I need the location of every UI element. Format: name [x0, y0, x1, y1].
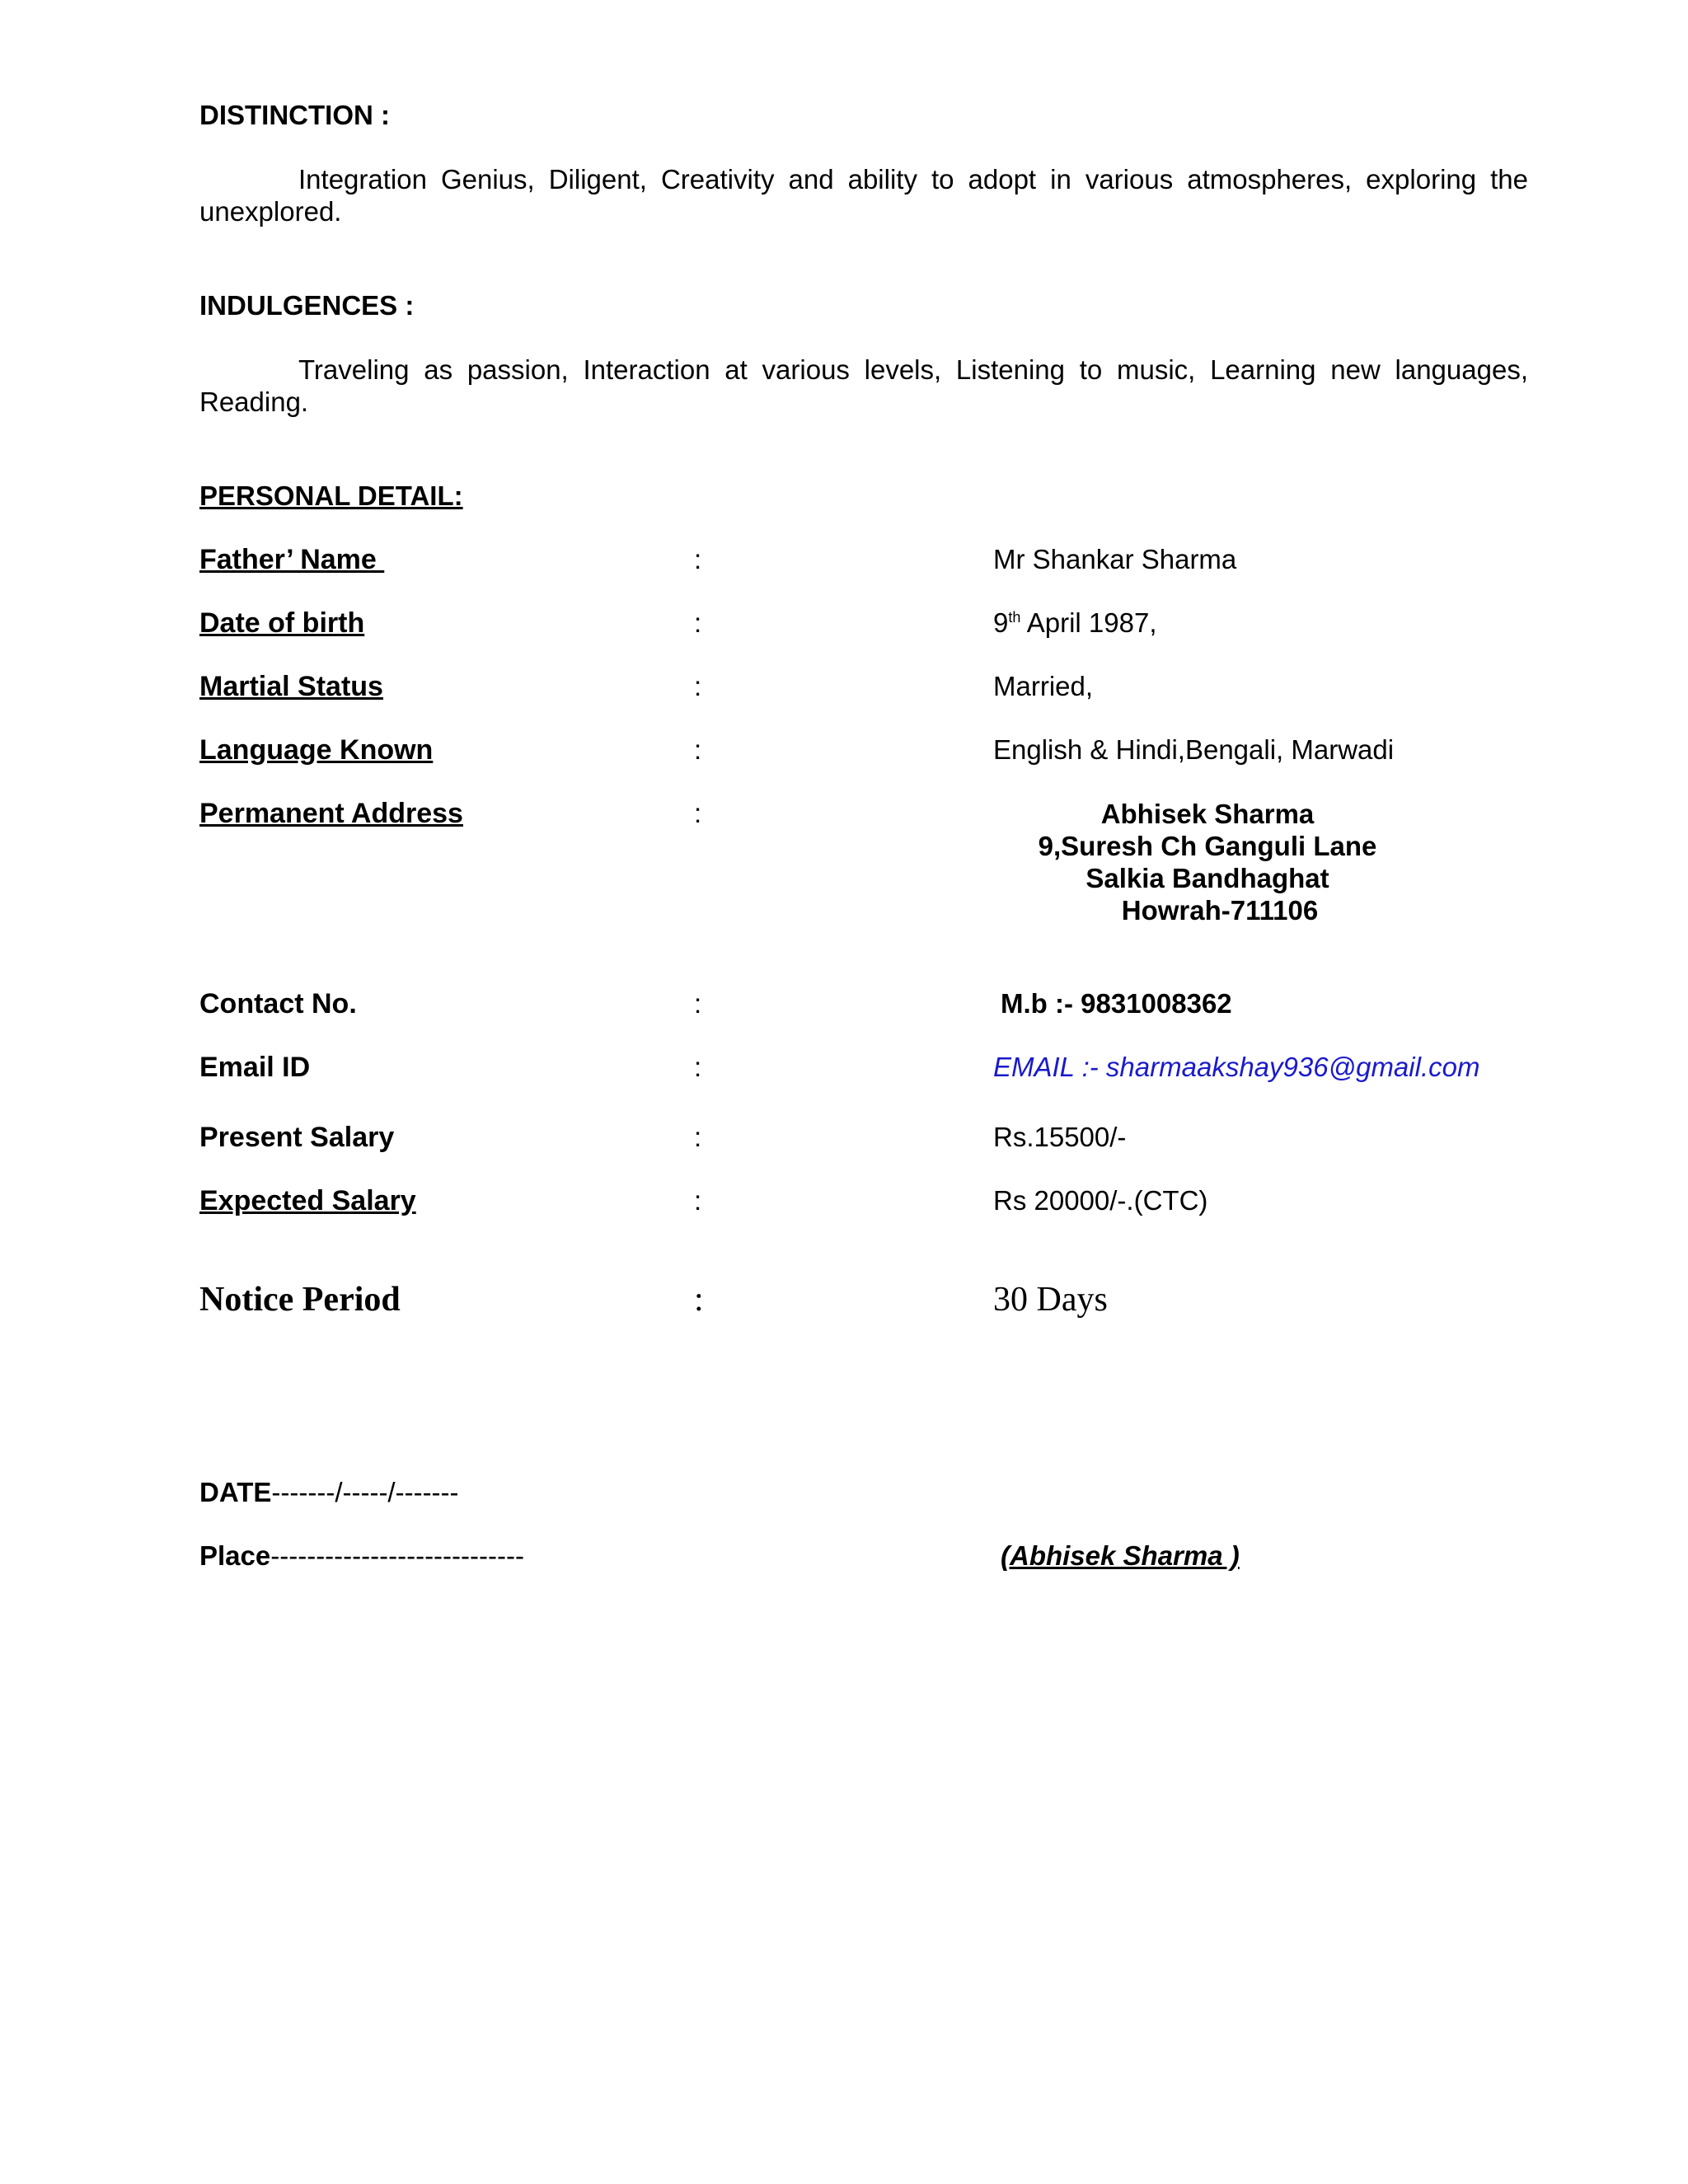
father-name-value: Mr Shankar Sharma — [993, 544, 1237, 574]
contact-no-label: Contact No. — [199, 988, 357, 1019]
expected-salary-colon: : — [694, 1185, 702, 1216]
notice-period-colon: : — [694, 1281, 704, 1319]
distinction-text: Integration Genius, Diligent, Creativity and ability to adopt in various atmospheres, exploring the unexplored. — [199, 164, 1528, 227]
dob-day: 9 — [993, 607, 1009, 638]
language-known-colon: : — [694, 734, 702, 765]
present-salary-label: Present Salary — [199, 1122, 395, 1153]
expected-salary-label: Expected Salary — [199, 1185, 416, 1216]
dob-suffix: th — [1008, 609, 1021, 626]
present-salary-value: Rs.15500/- — [993, 1122, 1127, 1152]
dob-value — [993, 607, 1157, 639]
email-link[interactable]: EMAIL :- sharmaakshay936@gmail.com — [993, 1052, 1480, 1082]
present-salary-colon: : — [694, 1122, 702, 1152]
address-line-name: Abhisek Sharma — [1100, 799, 1315, 829]
language-known-value: English & Hindi,Bengali, Marwadi — [993, 734, 1395, 765]
address-line-city: Howrah-711106 — [1121, 895, 1319, 926]
address-line-street: 9,Suresh Ch Ganguli Lane — [1038, 831, 1377, 861]
marital-status-value: Married, — [993, 671, 1094, 701]
indulgences-text: Traveling as passion, Interaction at various levels, Listening to music, Learning new languages, Reading. — [199, 354, 1528, 417]
date-line — [199, 1477, 459, 1508]
contact-no-value: M.b :- 9831008362 — [1001, 988, 1232, 1019]
contact-no-colon: : — [694, 988, 702, 1019]
distinction-heading: DISTINCTION : — [199, 100, 390, 130]
language-known-label: Language Known — [199, 734, 434, 766]
date-blank: -------/-----/------- — [271, 1477, 459, 1507]
marital-status-label: Martial Status — [199, 671, 383, 702]
email-id-label: Email ID — [199, 1052, 311, 1083]
dob-colon: : — [694, 607, 702, 638]
notice-period-label: Notice Period — [199, 1281, 401, 1319]
expected-salary-value: Rs 20000/-.(CTC) — [993, 1185, 1208, 1216]
personal-detail-heading: PERSONAL DETAIL: — [199, 480, 463, 511]
notice-period-value: 30 Days — [993, 1281, 1108, 1319]
marital-status-colon: : — [694, 671, 702, 701]
permanent-address-label: Permanent Address — [199, 798, 463, 829]
permanent-address-value — [993, 798, 1422, 926]
dob-label: Date of birth — [199, 607, 365, 639]
date-label: DATE — [199, 1477, 272, 1507]
indulgences-heading: INDULGENCES : — [199, 290, 415, 321]
father-name-label: Father’ Name — [199, 544, 385, 575]
dob-rest: April 1987, — [1020, 607, 1157, 638]
email-id-colon: : — [694, 1052, 702, 1082]
place-label: Place — [199, 1540, 271, 1571]
address-line-locality: Salkia Bandhaghat — [1085, 863, 1329, 893]
father-name-colon: : — [694, 544, 702, 574]
place-line — [199, 1540, 524, 1572]
place-blank: ---------------------------- — [270, 1540, 524, 1571]
permanent-address-colon: : — [694, 798, 702, 828]
signature: (Abhisek Sharma ) — [1001, 1540, 1240, 1571]
